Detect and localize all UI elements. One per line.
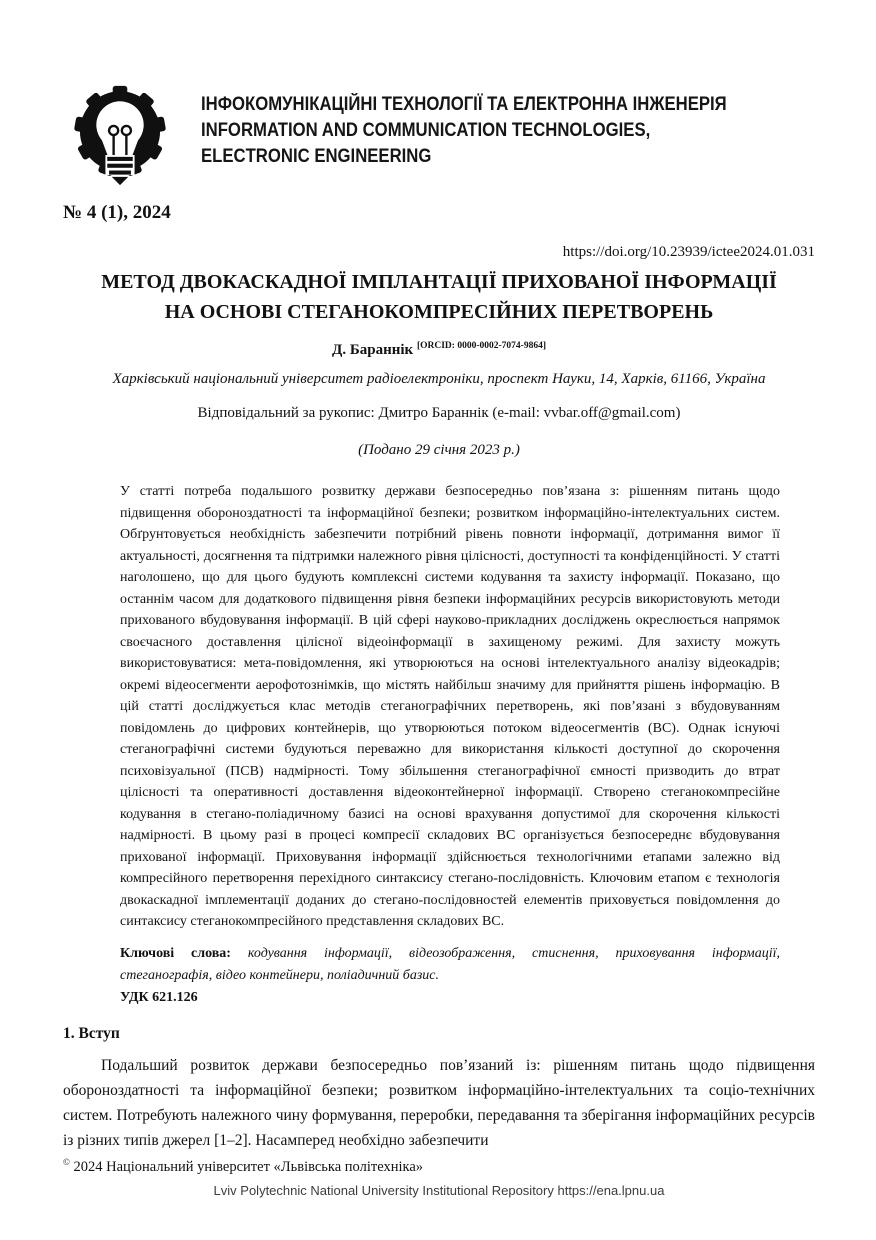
doi-link[interactable]: https://doi.org/10.23939/ictee2024.01.031 — [562, 244, 815, 260]
keywords-label: Ключові слова: — [120, 945, 231, 961]
journal-issue: № 4 (1), 2024 — [63, 202, 171, 223]
affiliation: Харківський національний університет радіоелектроніки, проспект Науки, 14, Харків, 61166, Україна — [112, 371, 766, 387]
article-title-line1: МЕТОД ДВОКАСКАДНОЇ ІМПЛАНТАЦІЇ ПРИХОВАНОЇ ІНФОРМАЦІЇ — [101, 271, 777, 293]
repository-watermark: Lviv Polytechnic National University Institutional Repository https://ena.lpnu.ua — [213, 1183, 665, 1199]
keywords-text: кодування інформації, відеозображення, стиснення, приховування інформації, стеганографія, відео контейнери, поліадичний базис. — [120, 945, 780, 983]
author-name: Д. Бараннік — [332, 342, 414, 358]
copyright-line — [63, 1157, 815, 1176]
author-line — [63, 341, 815, 359]
author-orcid: [ORCID: 0000-0002-7074-9864] — [416, 341, 546, 351]
journal-title-uk: ІНФОКОМУНІКАЦІЙНІ ТЕХНОЛОГІЇ ТА ЕЛЕКТРОННА ІНЖЕНЕРІЯ — [201, 94, 727, 115]
gear-lightbulb-icon — [63, 84, 177, 186]
copyright-text: 2024 Національний університет «Львівська політехніка» — [73, 1158, 424, 1175]
section-heading-intro: 1. Вступ — [63, 1024, 120, 1042]
article-title-line2: НА ОСНОВІ СТЕГАНОКОМПРЕСІЙНИХ ПЕРЕТВОРЕНЬ — [164, 301, 714, 323]
journal-title-en-line2: ELECTRONIC ENGINEERING — [201, 146, 432, 167]
journal-title-en-line1: INFORMATION AND COMMUNICATION TECHNOLOGIES, — [201, 120, 651, 141]
copyright-symbol: © — [63, 1156, 70, 1167]
submitted-date: (Подано 29 січня 2023 р.) — [358, 442, 520, 458]
udc-code: УДК 621.126 — [120, 989, 198, 1005]
correspondence-line: Відповідальний за рукопис: Дмитро Бараннік (e-mail: vvbar.off@gmail.com) — [197, 405, 681, 421]
abstract: У статті потреба подальшого розвитку держави безпосередньо пов’язана з: рішенням питань щодо підвищення обороноздатності та інформаційної безпеки; розвитком інформаційно-інтелектуальних систем. Обґрунтовується необхідність забезпечити потрібний рівень повноти інформації, дотримання вимог її актуальності, досягнення та підтримки належного рівня цілісності, доступності та конфіденційності. У статті наголошено, що для цього будують комплексні системи кодування та захисту інформації. Показано, що останнім часом для додаткового підвищення рівня безпеки інформаційних ресурсів використовують методи прихованого вбудовування інформації. В цій сфері науково-прикладних досліджень окреслюється напрямок своєчасного доставлення цілісної відеоінформації в захищеному режимі. Для захисту можуть використовуватися: мета-повідомлення, які утворюються на основі інтелектуального аналізу відеокадрів; окремі відеосегменти аерофотознімків, що містять найбільш значиму для прийняття рішень інформацію. В цій статті досліджується клас методів стеганографічних перетворень, які пов’язані з вбудовуванням повідомлень до цифрових контейнерів, що утворюються потоком відеосегментів (ВС). Однак існуючі стеганографічні системи будуються переважно для використання кількості доступної до скорочення психовізуальної (ПСВ) надмірності. Тому збільшення стеганографічної ємності призводить до втрат цілісності та оперативності доставлення відеоконтейнерної інформації. Створено стеганокомпресійне кодування в стегано-поліадичному базисі на основі врахування допустимої для скорочення кількості надмірності. В цьому разі в процесі компресії складових ВС організується безпосереднє вбудовування прихованої інформації. Приховування інформації здійснюється технологічними етапами залежно від компресійного перетворення перехідного синтаксису стегано-послідовність. Ключовим етапом є технологія двокаскадної імплементації доданих до стегано-послідовностей елементів приховується повідомлення до синтаксису стеганокомпресійного представлення складових ВС. — [120, 484, 780, 929]
journal-title-block — [201, 84, 727, 170]
article-title — [63, 267, 815, 327]
keywords-line — [120, 943, 780, 987]
intro-paragraph: Подальший розвиток держави безпосередньо пов’язаний із: рішенням питань щодо підвищення обороноздатності та інформаційної безпеки; розвитком інформаційно-інтелектуальних та соціо-технічних систем. Потребують належного чину формування, переробки, передавання та зберігання інформаційних ресурсів із різних типів джерел [1–2]. Насамперед необхідно забезпечити — [63, 1056, 815, 1149]
journal-header — [63, 0, 815, 186]
